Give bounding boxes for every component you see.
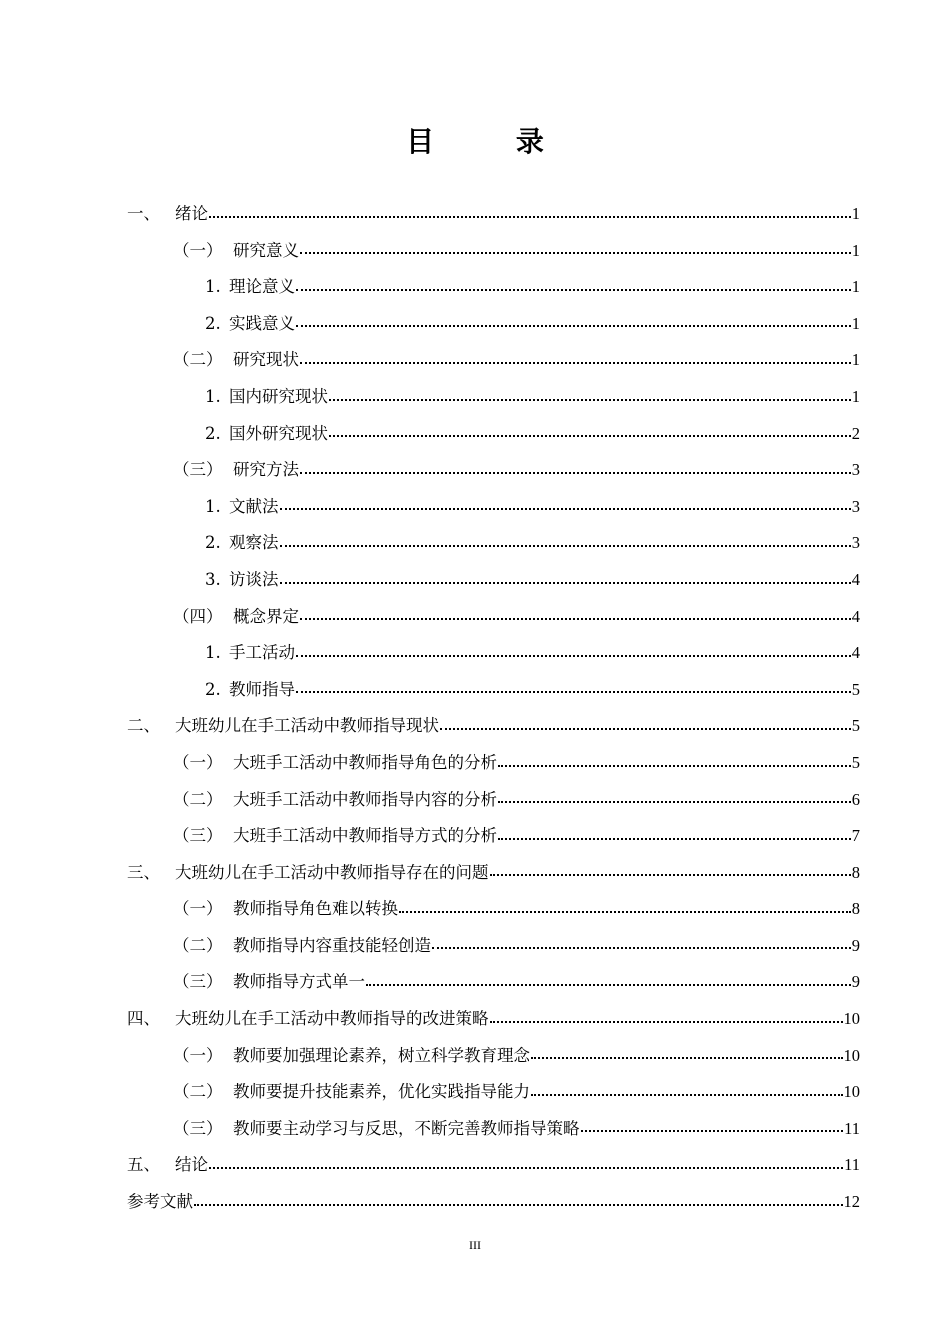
toc-entry-page: 1: [851, 350, 860, 370]
toc-entry-number: （三）: [173, 826, 223, 846]
toc-entry-number: （二）: [173, 350, 223, 370]
toc-entry-label: 大班幼儿在手工活动中教师指导存在的问题: [175, 862, 489, 882]
toc-entry[interactable]: [127, 489, 860, 526]
toc-dot-leader: [498, 764, 851, 767]
toc-entry-label: 参考文献: [127, 1192, 193, 1212]
toc-entry-number: 1.: [205, 496, 221, 516]
toc-entry[interactable]: [127, 708, 860, 745]
toc-entry-page: 4: [851, 569, 860, 589]
toc-entry-label: 教师要加强理论素养，树立科学教育理念: [233, 1045, 530, 1065]
toc-entry-number: 2.: [205, 533, 221, 553]
toc-entry-page: 1: [851, 313, 860, 333]
toc-entry-label: 教师要提升技能素养，优化实践指导能力: [233, 1082, 530, 1102]
toc-entry-page: 3: [851, 533, 860, 553]
toc-entry-number: 2.: [205, 679, 221, 699]
toc-entry-page: 5: [851, 679, 860, 699]
toc-entry[interactable]: [127, 525, 860, 562]
toc-entry-number: （三）: [173, 972, 223, 992]
toc-entry[interactable]: [127, 964, 860, 1001]
toc-dot-leader: [531, 1056, 843, 1059]
toc-entry-label: 教师要主动学习与反思，不断完善教师指导策略: [233, 1118, 580, 1138]
toc-entry-label: 国内研究现状: [229, 386, 328, 406]
toc-entry-label: 大班手工活动中教师指导方式的分析: [233, 826, 497, 846]
toc-entry-number: （二）: [173, 935, 223, 955]
toc-entry[interactable]: [127, 818, 860, 855]
toc-entry-page: 1: [851, 204, 860, 223]
toc-dot-leader: [440, 727, 851, 730]
toc-dot-leader: [280, 581, 851, 584]
toc-dot-leader: [209, 215, 851, 218]
toc-dot-leader: [280, 544, 851, 547]
toc-entry[interactable]: [127, 599, 860, 636]
toc-entry[interactable]: [127, 782, 860, 819]
toc-dot-leader: [194, 1203, 843, 1206]
toc-entry-page: 11: [844, 1118, 860, 1138]
toc-dot-leader: [329, 434, 851, 437]
toc-entry[interactable]: [127, 306, 860, 343]
toc-entry-label: 手工活动: [229, 643, 295, 663]
toc-entry-page: 4: [851, 643, 860, 663]
toc-entry-number: （三）: [173, 460, 223, 480]
toc-entry-label: 结论: [175, 1155, 208, 1175]
toc-entry-page: 10: [843, 1082, 860, 1102]
toc-entry-page: 2: [851, 423, 860, 443]
toc-entry-number: （一）: [173, 1045, 223, 1065]
toc-dot-leader: [296, 288, 851, 291]
toc-entry-label: 教师指导角色难以转换: [233, 899, 398, 919]
table-of-contents: [127, 196, 860, 1221]
toc-entry-label: 理论意义: [229, 277, 295, 297]
toc-entry-page: 1: [851, 277, 860, 297]
toc-entry-label: 研究方法: [233, 460, 299, 480]
page-title: 目 录: [406, 125, 580, 158]
toc-dot-leader: [300, 471, 851, 474]
toc-entry-label: 大班幼儿在手工活动中教师指导现状: [175, 716, 439, 736]
toc-entry-label: 大班手工活动中教师指导角色的分析: [233, 752, 497, 772]
toc-entry-number: 二、: [127, 716, 160, 736]
toc-entry-number: （四）: [173, 606, 223, 626]
toc-entry-number: 1.: [205, 643, 221, 663]
toc-entry-page: 1: [851, 386, 860, 406]
toc-entry[interactable]: [127, 1184, 860, 1221]
toc-dot-leader: [296, 324, 851, 327]
toc-entry-page: 3: [851, 496, 860, 516]
toc-entry-number: （二）: [173, 1082, 223, 1102]
toc-dot-leader: [329, 398, 851, 401]
toc-dot-leader: [490, 1020, 843, 1023]
toc-entry-page: 9: [851, 972, 860, 992]
toc-entry-page: 9: [851, 935, 860, 955]
toc-entry-page: 10: [843, 1045, 860, 1065]
toc-dot-leader: [280, 507, 851, 510]
toc-entry[interactable]: [127, 1038, 860, 1075]
toc-dot-leader: [296, 654, 851, 657]
toc-entry[interactable]: [127, 745, 860, 782]
toc-entry-label: 研究现状: [233, 350, 299, 370]
toc-entry-label: 文献法: [229, 496, 279, 516]
toc-entry-page: 4: [851, 606, 860, 626]
toc-entry-page: 3: [851, 460, 860, 480]
toc-entry-number: 五、: [127, 1155, 160, 1175]
page-number-footer: III: [469, 1238, 481, 1252]
toc-entry[interactable]: [127, 416, 860, 453]
toc-entry[interactable]: [127, 1001, 860, 1038]
toc-dot-leader: [209, 1166, 843, 1169]
toc-entry-number: 1.: [205, 277, 221, 297]
toc-entry[interactable]: [127, 562, 860, 599]
toc-entry-number: （一）: [173, 752, 223, 772]
toc-entry-page: 12: [843, 1192, 860, 1212]
toc-entry[interactable]: [127, 1111, 860, 1148]
toc-entry[interactable]: [127, 196, 860, 233]
toc-dot-leader: [581, 1129, 844, 1132]
toc-entry[interactable]: [127, 269, 860, 306]
toc-entry-number: 2.: [205, 313, 221, 333]
toc-entry[interactable]: [127, 342, 860, 379]
toc-entry[interactable]: [127, 891, 860, 928]
toc-entry-number: （一）: [173, 240, 223, 260]
toc-entry-page: 8: [851, 862, 860, 882]
toc-entry-number: 三、: [127, 862, 160, 882]
toc-entry-label: 概念界定: [233, 606, 299, 626]
toc-entry-number: 1.: [205, 386, 221, 406]
toc-entry-page: 8: [851, 899, 860, 919]
toc-entry-number: （三）: [173, 1118, 223, 1138]
toc-entry-label: 教师指导内容重技能轻创造: [233, 935, 431, 955]
toc-entry-label: 观察法: [229, 533, 279, 553]
toc-entry-page: 10: [843, 1009, 860, 1029]
toc-entry-number: 四、: [127, 1009, 160, 1029]
toc-entry-number: 2.: [205, 423, 221, 443]
toc-entry[interactable]: [127, 1074, 860, 1111]
toc-entry[interactable]: [127, 635, 860, 672]
toc-entry[interactable]: [127, 672, 860, 709]
toc-entry[interactable]: [127, 855, 860, 892]
toc-entry-label: 教师指导方式单一: [233, 972, 365, 992]
toc-entry[interactable]: [127, 379, 860, 416]
toc-entry-page: 11: [844, 1155, 860, 1175]
toc-entry-page: 1: [851, 240, 860, 260]
toc-dot-leader: [432, 946, 851, 949]
toc-entry-number: 3.: [205, 569, 221, 589]
toc-dot-leader: [296, 690, 851, 693]
toc-entry-number: （二）: [173, 789, 223, 809]
toc-entry-label: 大班手工活动中教师指导内容的分析: [233, 789, 497, 809]
toc-entry-label: 访谈法: [229, 569, 279, 589]
toc-entry[interactable]: [127, 1147, 860, 1184]
toc-entry-label: 实践意义: [229, 313, 295, 333]
toc-entry[interactable]: [127, 928, 860, 965]
toc-dot-leader: [531, 1093, 843, 1096]
toc-entry-label: 绪论: [175, 204, 208, 223]
toc-entry[interactable]: [127, 233, 860, 270]
toc-entry-page: 5: [851, 716, 860, 736]
toc-entry[interactable]: [127, 452, 860, 489]
toc-dot-leader: [490, 873, 851, 876]
toc-entry-page: 6: [851, 789, 860, 809]
toc-entry-label: 教师指导: [229, 679, 295, 699]
toc-dot-leader: [498, 837, 851, 840]
toc-dot-leader: [300, 617, 851, 620]
toc-entry-label: 研究意义: [233, 240, 299, 260]
toc-dot-leader: [300, 361, 851, 364]
toc-entry-label: 国外研究现状: [229, 423, 328, 443]
toc-entry-label: 大班幼儿在手工活动中教师指导的改进策略: [175, 1009, 489, 1029]
toc-entry-number: 一、: [127, 204, 160, 223]
toc-dot-leader: [399, 910, 851, 913]
toc-dot-leader: [498, 800, 851, 803]
toc-entry-page: 7: [851, 826, 860, 846]
toc-entry-page: 5: [851, 752, 860, 772]
toc-dot-leader: [300, 251, 851, 254]
toc-dot-leader: [366, 983, 851, 986]
toc-entry-number: （一）: [173, 899, 223, 919]
